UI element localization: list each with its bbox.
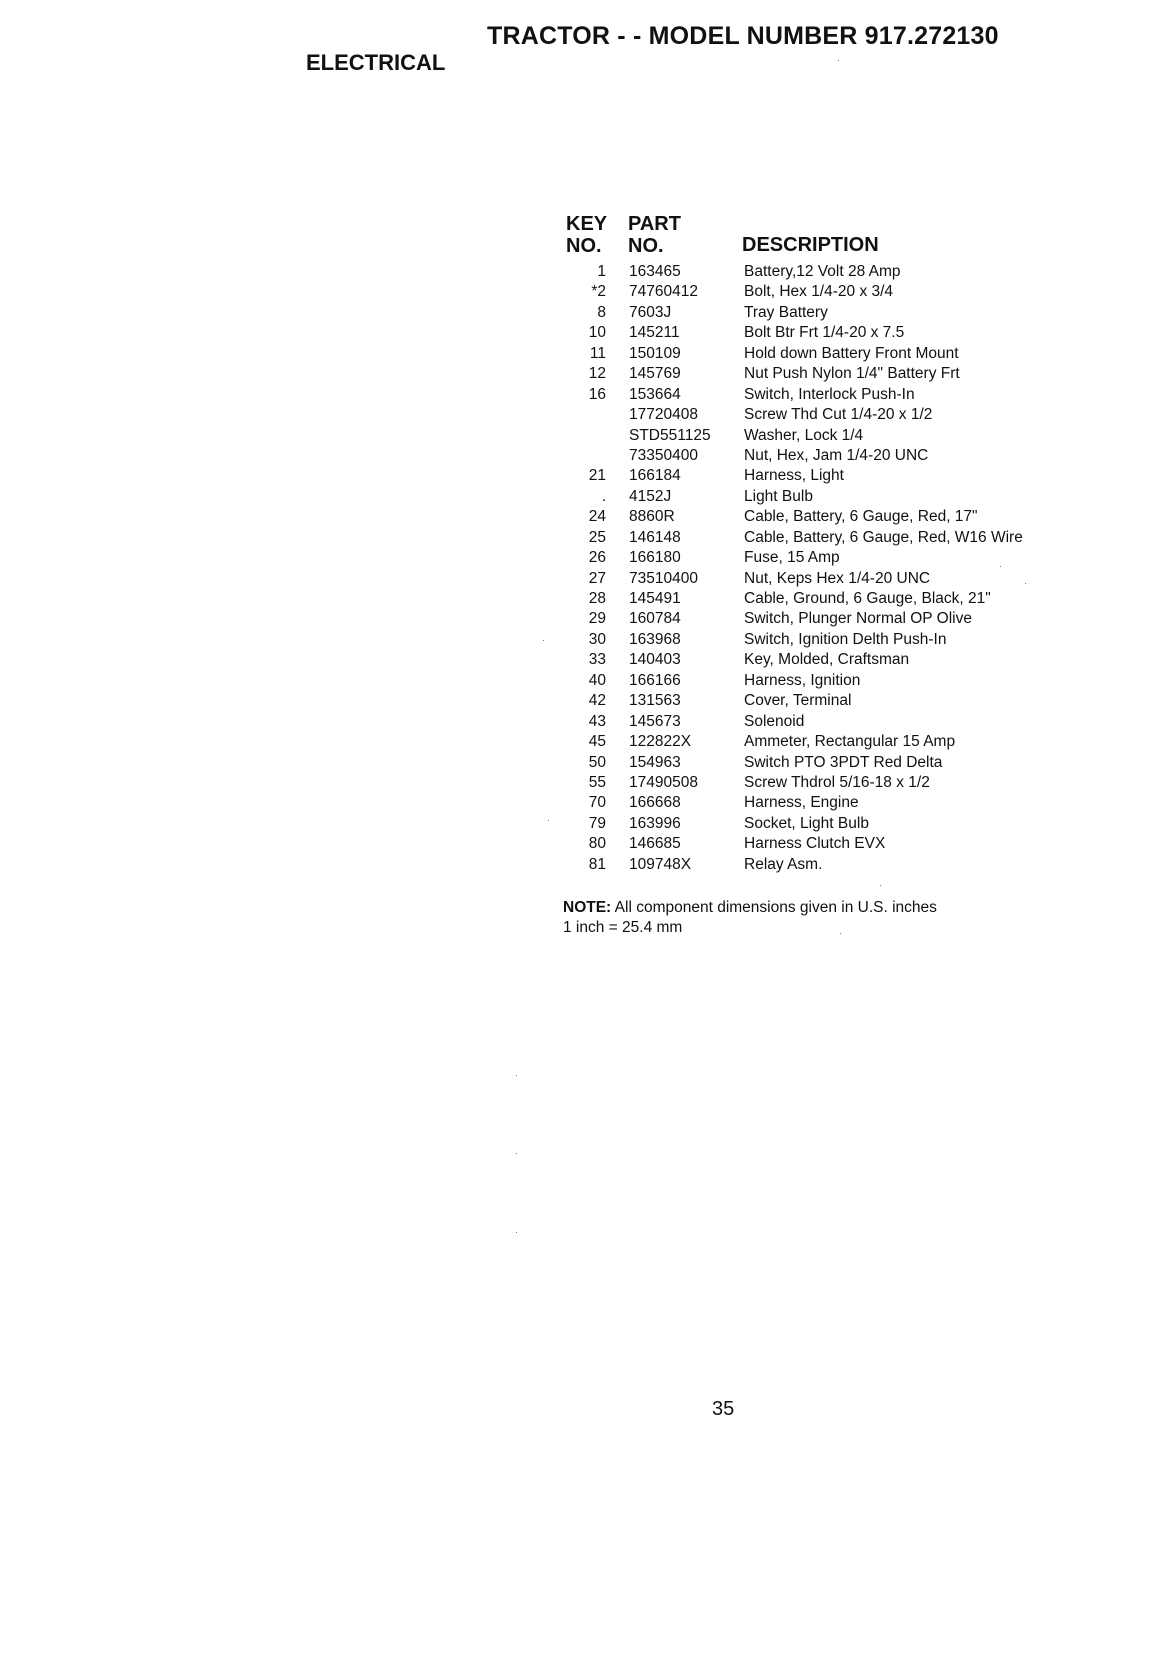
part-description: Harness Clutch EVX bbox=[744, 835, 886, 853]
table-row bbox=[560, 426, 1080, 446]
key-no: 29 bbox=[588, 610, 606, 628]
key-no: 16 bbox=[588, 385, 606, 403]
part-description: Solenoid bbox=[744, 712, 805, 730]
key-no: 81 bbox=[588, 855, 606, 873]
part-no: 153664 bbox=[629, 385, 681, 403]
key-no: 45 bbox=[588, 733, 606, 751]
table-row bbox=[560, 589, 1080, 609]
table-row bbox=[560, 507, 1080, 527]
part-description: Socket, Light Bulb bbox=[744, 814, 869, 832]
part-description: Harness, Light bbox=[744, 467, 844, 485]
note-text: All component dimensions given in U.S. inches bbox=[614, 899, 937, 916]
key-header-line1: KEY bbox=[566, 213, 608, 235]
table-row bbox=[560, 814, 1080, 834]
part-description: Tray Battery bbox=[744, 303, 828, 321]
part-no: 160784 bbox=[629, 610, 681, 628]
part-no: 73510400 bbox=[629, 569, 698, 587]
table-row bbox=[560, 793, 1080, 813]
part-no: 140403 bbox=[629, 651, 681, 669]
part-no: 145491 bbox=[629, 590, 681, 607]
part-description: Switch, Plunger Normal OP Olive bbox=[744, 610, 972, 628]
scan-speck bbox=[543, 640, 544, 641]
section-title: ELECTRICAL bbox=[306, 50, 446, 75]
part-description: Bolt Btr Frt 1/4-20 x 7.5 bbox=[744, 324, 905, 342]
key-no: 50 bbox=[588, 753, 606, 771]
part-no-header bbox=[628, 213, 681, 257]
table-row bbox=[560, 712, 1080, 732]
part-description: Fuse, 15 Amp bbox=[744, 549, 840, 567]
table-row bbox=[560, 691, 1080, 711]
part-description: Hold down Battery Front Mount bbox=[744, 344, 959, 362]
part-no: 4152J bbox=[629, 487, 672, 505]
part-description: Switch, Ignition Delth Push-In bbox=[744, 630, 947, 648]
key-no: 30 bbox=[588, 630, 606, 648]
key-no: 33 bbox=[588, 651, 606, 669]
table-row bbox=[560, 344, 1080, 364]
table-row bbox=[560, 446, 1080, 466]
part-no: 145673 bbox=[629, 712, 681, 730]
scan-speck bbox=[548, 820, 549, 821]
part-no: 166668 bbox=[629, 794, 681, 812]
part-no: 166184 bbox=[629, 467, 681, 485]
key-no: 43 bbox=[588, 712, 606, 730]
key-no-header bbox=[566, 213, 607, 257]
parts-list bbox=[560, 262, 1080, 875]
key-no: 80 bbox=[588, 835, 606, 853]
key-no: 42 bbox=[588, 692, 606, 710]
note-label: NOTE: bbox=[563, 899, 612, 916]
key-no: 8 bbox=[597, 303, 606, 321]
part-description: Nut Push Nylon 1/4" Battery Frt bbox=[744, 365, 960, 383]
key-no: 79 bbox=[588, 814, 606, 832]
table-row bbox=[560, 282, 1080, 302]
page-number: 35 bbox=[712, 1398, 735, 1420]
part-no: 166180 bbox=[629, 549, 681, 567]
part-description: Light Bulb bbox=[744, 487, 813, 505]
part-no: 146685 bbox=[629, 835, 681, 853]
key-no: 24 bbox=[588, 508, 606, 526]
part-no: 17490508 bbox=[629, 773, 698, 791]
unit-conversion: 1 inch = 25.4 mm bbox=[563, 919, 683, 936]
key-no: 1 bbox=[597, 263, 606, 280]
table-row bbox=[560, 385, 1080, 405]
scan-speck bbox=[840, 933, 841, 934]
part-description: Harness, Engine bbox=[744, 794, 859, 812]
table-row bbox=[560, 405, 1080, 425]
part-description: Switch, Interlock Push-In bbox=[744, 385, 915, 403]
key-no: 12 bbox=[588, 365, 606, 383]
note bbox=[563, 898, 937, 918]
part-description: Cable, Ground, 6 Gauge, Black, 21" bbox=[744, 590, 991, 607]
table-row bbox=[560, 609, 1080, 629]
part-description: Harness, Ignition bbox=[744, 671, 861, 689]
table-row bbox=[560, 671, 1080, 691]
table-row bbox=[560, 569, 1080, 589]
part-description: Screw Thd Cut 1/4-20 x 1/2 bbox=[744, 406, 933, 424]
table-row bbox=[560, 630, 1080, 650]
part-description: Battery,12 Volt 28 Amp bbox=[744, 263, 901, 280]
part-no: 17720408 bbox=[629, 406, 698, 424]
table-row bbox=[560, 548, 1080, 568]
part-no: 145211 bbox=[629, 324, 680, 342]
page-title: TRACTOR - - MODEL NUMBER 917.272130 bbox=[487, 22, 999, 50]
part-description: Key, Molded, Craftsman bbox=[744, 651, 910, 669]
table-row bbox=[560, 753, 1080, 773]
key-no: 40 bbox=[588, 671, 606, 689]
part-no: 166166 bbox=[629, 671, 681, 689]
table-row bbox=[560, 855, 1080, 875]
key-no: 55 bbox=[588, 773, 606, 791]
key-no: 21 bbox=[588, 467, 606, 485]
table-row bbox=[560, 303, 1080, 323]
table-row bbox=[560, 323, 1080, 343]
table-row bbox=[560, 364, 1080, 384]
part-header-line2: NO. bbox=[628, 235, 664, 257]
part-no: 145769 bbox=[629, 365, 681, 383]
scan-speck bbox=[1025, 583, 1026, 584]
part-header-line1: PART bbox=[628, 213, 681, 235]
scan-speck bbox=[880, 885, 881, 886]
part-description: Cable, Battery, 6 Gauge, Red, W16 Wire bbox=[744, 528, 1023, 546]
part-no: 146148 bbox=[629, 528, 681, 546]
table-row bbox=[560, 528, 1080, 548]
table-row bbox=[560, 262, 1080, 282]
part-description: Relay Asm. bbox=[744, 855, 823, 873]
scan-speck bbox=[516, 1153, 517, 1154]
table-row bbox=[560, 834, 1080, 854]
part-description: Ammeter, Rectangular 15 Amp bbox=[744, 733, 956, 751]
part-description: Nut, Hex, Jam 1/4-20 UNC bbox=[744, 446, 929, 464]
table-row bbox=[560, 773, 1080, 793]
scan-speck bbox=[1000, 566, 1001, 567]
part-description: Cover, Terminal bbox=[744, 692, 852, 710]
part-no: 122822X bbox=[629, 733, 692, 751]
scan-speck bbox=[516, 1075, 517, 1076]
key-header-line2: NO. bbox=[566, 235, 602, 257]
part-description: Nut, Keps Hex 1/4-20 UNC bbox=[744, 569, 931, 587]
part-no: 74760412 bbox=[629, 283, 698, 301]
part-description: Bolt, Hex 1/4-20 x 3/4 bbox=[744, 283, 894, 301]
key-no: . bbox=[601, 487, 606, 505]
part-no: 163465 bbox=[629, 263, 681, 280]
part-no: 150109 bbox=[629, 344, 681, 362]
key-no: 28 bbox=[588, 590, 606, 607]
part-description: Screw Thdrol 5/16-18 x 1/2 bbox=[744, 773, 930, 791]
key-no: 10 bbox=[588, 324, 606, 342]
scan-speck bbox=[516, 1232, 517, 1233]
part-no: 154963 bbox=[629, 753, 681, 771]
part-no: 163968 bbox=[629, 630, 681, 648]
key-no: 70 bbox=[588, 794, 606, 812]
key-no: 26 bbox=[588, 549, 606, 567]
part-description: Switch PTO 3PDT Red Delta bbox=[744, 753, 943, 771]
table-row bbox=[560, 487, 1080, 507]
description-header: DESCRIPTION bbox=[742, 234, 879, 256]
table-row bbox=[560, 466, 1080, 486]
key-no: 11 bbox=[589, 344, 606, 362]
part-no: 8860R bbox=[629, 508, 675, 526]
part-no: 163996 bbox=[629, 814, 681, 832]
part-no: 109748X bbox=[629, 855, 692, 873]
part-no: 7603J bbox=[629, 303, 672, 321]
key-no: 25 bbox=[588, 528, 606, 546]
table-row bbox=[560, 732, 1080, 752]
part-no: 73350400 bbox=[629, 446, 698, 464]
part-description: Cable, Battery, 6 Gauge, Red, 17" bbox=[744, 508, 978, 526]
table-row bbox=[560, 650, 1080, 670]
part-no: STD551125 bbox=[629, 426, 711, 444]
part-no: 131563 bbox=[629, 692, 681, 710]
key-no: *2 bbox=[591, 283, 606, 301]
part-description: Washer, Lock 1/4 bbox=[744, 426, 864, 444]
key-no: 27 bbox=[588, 569, 606, 587]
scan-speck bbox=[838, 60, 839, 61]
